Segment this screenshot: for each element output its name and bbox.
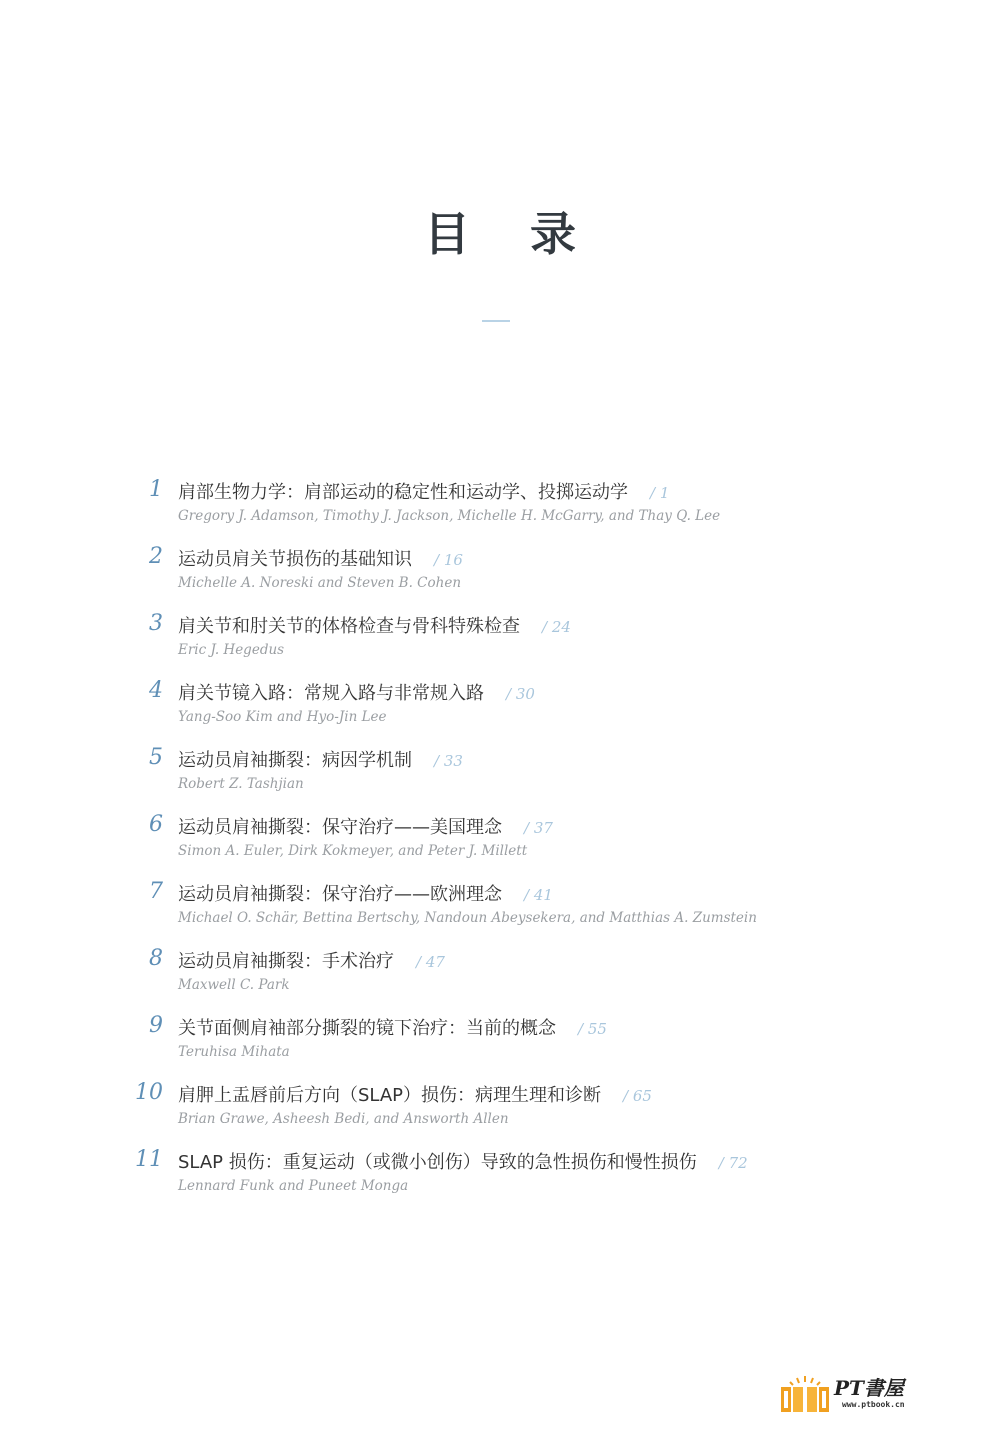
- title-divider: [482, 320, 510, 322]
- chapter-number: 1: [149, 477, 163, 502]
- chapter-title: [178, 880, 553, 906]
- chapter-title: [178, 947, 445, 973]
- chapter-authors: Yang-Soo Kim and Hyo-Jin Lee: [178, 709, 387, 725]
- chapter-title-text: SLAP 损伤：重复运动（或微小创伤）导致的急性损伤和慢性损伤: [178, 1152, 697, 1173]
- chapter-authors: Lennard Funk and Puneet Monga: [178, 1178, 409, 1194]
- chapter-title-text: 肩关节和肘关节的体格检查与骨科特殊检查: [178, 616, 520, 637]
- chapter-number: 10: [135, 1080, 163, 1105]
- chapter-title-text: 肩胛上盂唇前后方向（SLAP）损伤：病理生理和诊断: [178, 1085, 602, 1106]
- chapter-number: 3: [149, 611, 163, 636]
- page-number: / 37: [524, 819, 553, 837]
- chapter-number: 6: [149, 812, 163, 837]
- toc-entry[interactable]: [0, 877, 1000, 944]
- chapter-title-text: 运动员肩袖撕裂：保守治疗——美国理念: [178, 817, 502, 838]
- table-of-contents: [0, 475, 1000, 1212]
- chapter-authors: Robert Z. Tashjian: [178, 776, 304, 792]
- chapter-title: [178, 478, 669, 504]
- chapter-title: [178, 679, 535, 705]
- chapter-number: 2: [149, 544, 163, 569]
- chapter-title-text: 运动员肩袖撕裂：病因学机制: [178, 750, 412, 771]
- logo-text: PT書屋: [834, 1376, 904, 1400]
- toc-entry[interactable]: [0, 475, 1000, 542]
- chapter-authors: Michael O. Schär, Bettina Bertschy, Nandoun Abeysekera, and Matthias A. Zumstein: [178, 910, 757, 926]
- chapter-number: 9: [149, 1013, 163, 1038]
- chapter-title-text: 肩部生物力学：肩部运动的稳定性和运动学、投掷运动学: [178, 482, 628, 503]
- page-number: / 55: [578, 1020, 607, 1038]
- chapter-authors: Maxwell C. Park: [178, 977, 290, 993]
- chapter-number: 11: [135, 1147, 163, 1172]
- toc-entry[interactable]: [0, 743, 1000, 810]
- toc-entry[interactable]: [0, 1078, 1000, 1145]
- book-icon: [778, 1374, 832, 1414]
- publisher-logo: [778, 1372, 948, 1416]
- page-number: / 30: [506, 685, 535, 703]
- chapter-title-text: 肩关节镜入路：常规入路与非常规入路: [178, 683, 484, 704]
- chapter-authors: Teruhisa Mihata: [178, 1044, 290, 1060]
- page-number: / 24: [542, 618, 571, 636]
- chapter-number: 5: [149, 745, 163, 770]
- page-number: / 33: [434, 752, 463, 770]
- chapter-title-text: 运动员肩袖撕裂：保守治疗——欧洲理念: [178, 884, 502, 905]
- chapter-title-text: 关节面侧肩袖部分撕裂的镜下治疗：当前的概念: [178, 1018, 556, 1039]
- chapter-title: [178, 1081, 652, 1107]
- chapter-number: 8: [149, 946, 163, 971]
- chapter-title: [178, 1014, 607, 1040]
- chapter-authors: Simon A. Euler, Dirk Kokmeyer, and Peter J. Millett: [178, 843, 528, 859]
- chapter-title: [178, 545, 463, 571]
- page-number: / 16: [434, 551, 463, 569]
- page-number: / 47: [416, 953, 445, 971]
- toc-entry[interactable]: [0, 944, 1000, 1011]
- chapter-title: [178, 746, 463, 772]
- chapter-authors: Brian Grawe, Asheesh Bedi, and Answorth Allen: [178, 1111, 509, 1127]
- chapter-title: [178, 1148, 748, 1174]
- page-number: / 72: [718, 1154, 748, 1172]
- page-number: / 1: [650, 484, 670, 502]
- chapter-authors: Michelle A. Noreski and Steven B. Cohen: [178, 575, 462, 591]
- chapter-number: 4: [149, 678, 163, 703]
- chapter-title-text: 运动员肩袖撕裂：手术治疗: [178, 951, 394, 972]
- toc-entry[interactable]: [0, 542, 1000, 609]
- page-number: / 41: [524, 886, 553, 904]
- chapter-authors: Eric J. Hegedus: [178, 642, 285, 658]
- chapter-title: [178, 612, 571, 638]
- chapter-title-text: 运动员肩关节损伤的基础知识: [178, 549, 412, 570]
- page-title: 目 录: [423, 207, 598, 261]
- toc-entry[interactable]: [0, 676, 1000, 743]
- page-number: / 65: [623, 1087, 652, 1105]
- logo-url: www.ptbook.cn: [842, 1400, 905, 1409]
- toc-entry[interactable]: [0, 1145, 1000, 1212]
- toc-entry[interactable]: [0, 1011, 1000, 1078]
- chapter-title: [178, 813, 553, 839]
- chapter-authors: Gregory J. Adamson, Timothy J. Jackson, Michelle H. McGarry, and Thay Q. Lee: [178, 508, 721, 524]
- toc-entry[interactable]: [0, 810, 1000, 877]
- toc-entry[interactable]: [0, 609, 1000, 676]
- chapter-number: 7: [149, 879, 163, 904]
